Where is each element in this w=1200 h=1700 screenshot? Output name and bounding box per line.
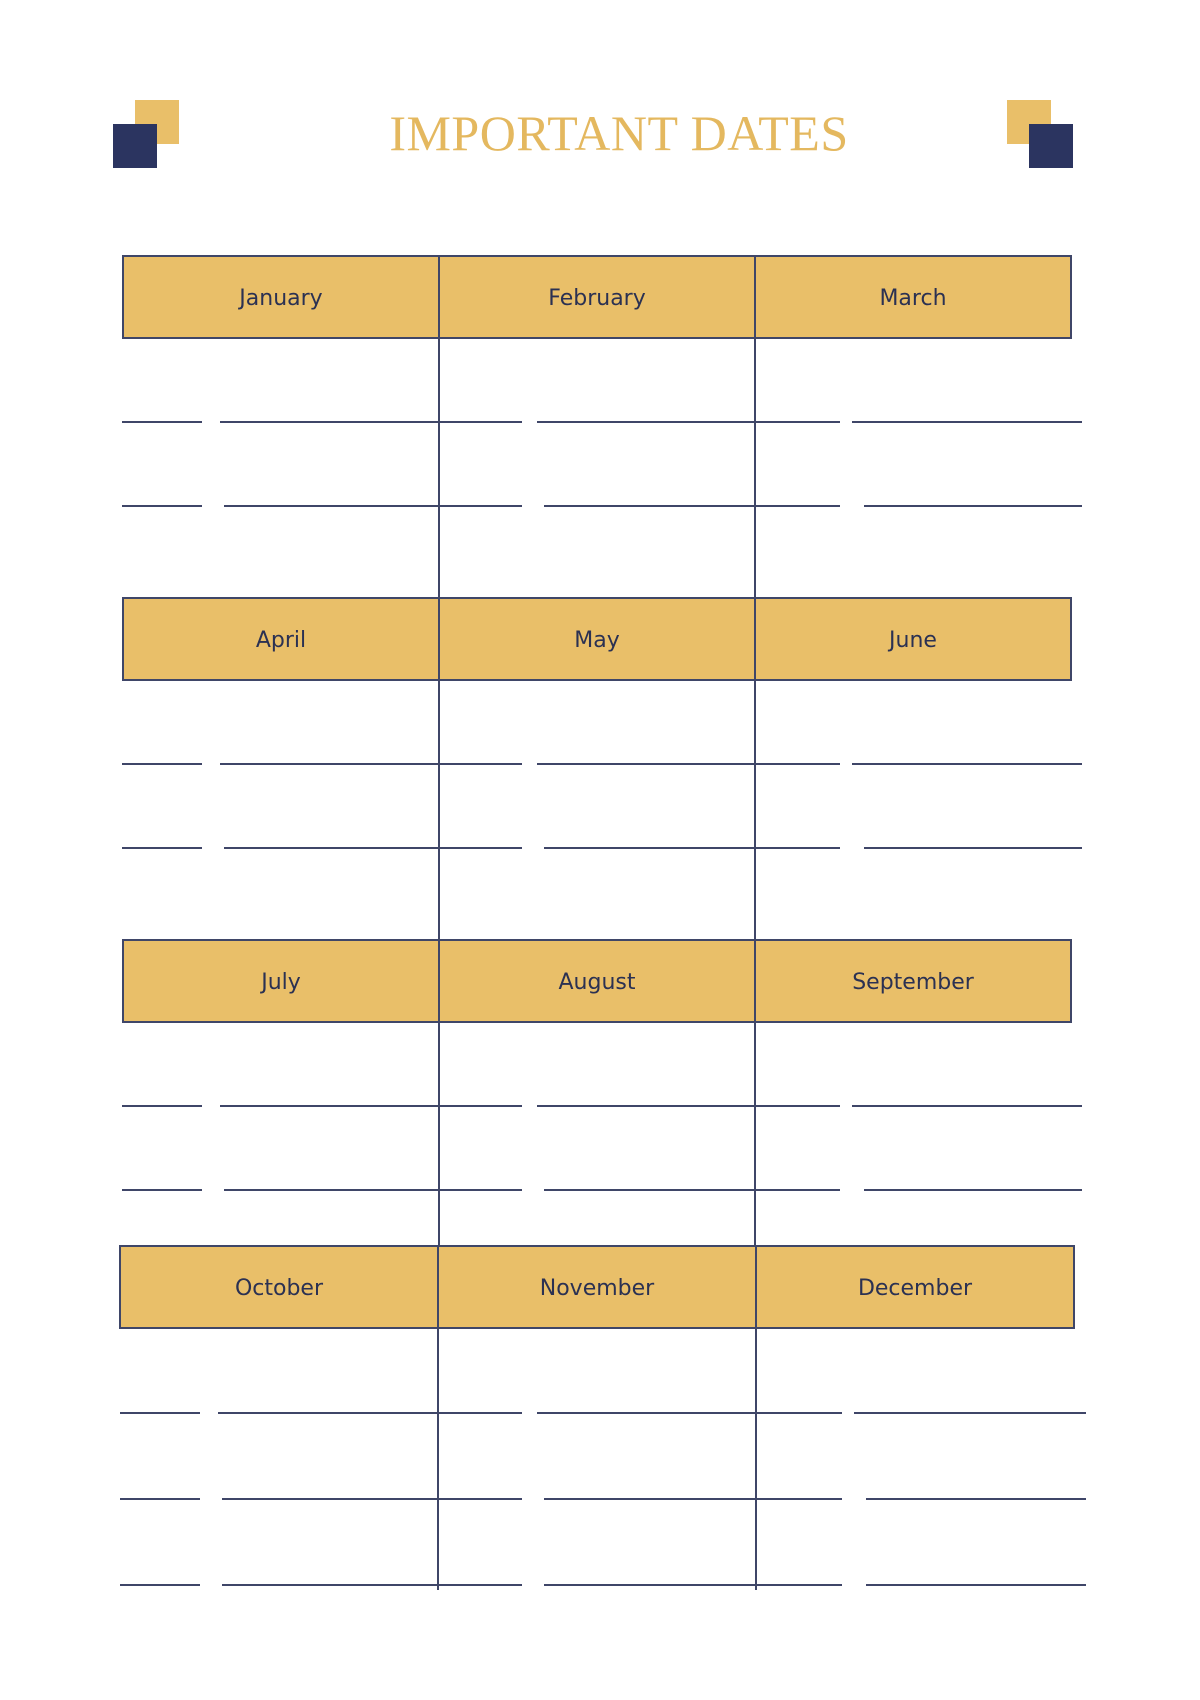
event-line[interactable]	[537, 1105, 754, 1107]
month-header-june: June	[754, 599, 1070, 679]
date-line[interactable]	[120, 1584, 200, 1586]
event-line[interactable]	[544, 847, 754, 849]
event-line[interactable]	[220, 763, 438, 765]
event-line[interactable]	[544, 1189, 754, 1191]
quarter-block-1	[122, 255, 1072, 597]
date-line[interactable]	[438, 847, 522, 849]
month-header-may: May	[438, 599, 754, 679]
date-line[interactable]	[754, 1189, 840, 1191]
column-divider	[754, 339, 756, 597]
column-divider	[754, 681, 756, 939]
month-header-row	[122, 255, 1072, 339]
date-line[interactable]	[754, 763, 840, 765]
date-line[interactable]	[122, 847, 202, 849]
month-header-november: November	[437, 1247, 755, 1327]
month-header-row	[122, 939, 1072, 1023]
event-line[interactable]	[220, 1105, 438, 1107]
date-line[interactable]	[754, 421, 840, 423]
column-divider	[438, 1023, 440, 1245]
column-divider	[754, 1023, 756, 1245]
event-line[interactable]	[864, 1189, 1082, 1191]
date-line[interactable]	[755, 1584, 842, 1586]
date-line[interactable]	[438, 505, 522, 507]
date-line[interactable]	[120, 1498, 200, 1500]
month-header-october: October	[234, 1275, 324, 1301]
date-line[interactable]	[122, 505, 202, 507]
date-line[interactable]	[437, 1498, 522, 1500]
month-header-january: January	[239, 285, 323, 311]
column-divider	[755, 1329, 757, 1590]
event-line[interactable]	[544, 505, 754, 507]
event-line[interactable]	[224, 1189, 438, 1191]
event-line[interactable]	[218, 1412, 437, 1414]
event-line[interactable]	[864, 847, 1082, 849]
event-line[interactable]	[222, 1498, 437, 1500]
quarter-block-3	[122, 939, 1072, 1245]
event-line[interactable]	[222, 1584, 437, 1586]
date-line[interactable]	[437, 1584, 522, 1586]
date-line[interactable]	[755, 1412, 842, 1414]
quarter-block-4	[122, 1245, 1072, 1592]
event-line[interactable]	[866, 1498, 1086, 1500]
date-line[interactable]	[122, 1105, 202, 1107]
date-line[interactable]	[122, 763, 202, 765]
event-line[interactable]	[220, 421, 438, 423]
event-line[interactable]	[224, 505, 438, 507]
month-header-august: August	[438, 941, 754, 1021]
date-line[interactable]	[754, 1105, 840, 1107]
month-header-december: December	[755, 1247, 1073, 1327]
navy-square	[1029, 124, 1073, 168]
month-header-row	[119, 1245, 1075, 1329]
month-header-april: April	[255, 627, 307, 653]
event-line[interactable]	[537, 421, 754, 423]
event-line[interactable]	[537, 763, 754, 765]
calendar-grid	[122, 255, 1072, 1592]
event-line[interactable]	[866, 1584, 1086, 1586]
date-line[interactable]	[437, 1412, 522, 1414]
date-line[interactable]	[754, 505, 840, 507]
event-line[interactable]	[224, 847, 438, 849]
quarter-block-2	[122, 597, 1072, 939]
page-title: IMPORTANT DATES	[389, 105, 849, 161]
column-divider	[438, 681, 440, 939]
event-line[interactable]	[537, 1412, 755, 1414]
date-line[interactable]	[438, 1189, 522, 1191]
date-line[interactable]	[438, 421, 522, 423]
column-divider	[437, 1329, 439, 1590]
date-line[interactable]	[120, 1412, 200, 1414]
month-header-september: September	[754, 941, 1070, 1021]
column-divider	[438, 339, 440, 597]
event-line[interactable]	[544, 1584, 755, 1586]
event-line[interactable]	[852, 1105, 1082, 1107]
corner-squares-right-icon	[1007, 100, 1097, 190]
month-header-july: July	[261, 969, 301, 995]
month-header-february: February	[438, 257, 754, 337]
date-line[interactable]	[122, 421, 202, 423]
event-line[interactable]	[854, 1412, 1086, 1414]
event-line[interactable]	[864, 505, 1082, 507]
date-line[interactable]	[438, 763, 522, 765]
date-line[interactable]	[122, 1189, 202, 1191]
event-line[interactable]	[544, 1498, 755, 1500]
event-line[interactable]	[852, 421, 1082, 423]
date-line[interactable]	[754, 847, 840, 849]
month-header-march: March	[754, 257, 1070, 337]
month-header-row	[122, 597, 1072, 681]
date-line[interactable]	[438, 1105, 522, 1107]
event-line[interactable]	[852, 763, 1082, 765]
date-line[interactable]	[755, 1498, 842, 1500]
